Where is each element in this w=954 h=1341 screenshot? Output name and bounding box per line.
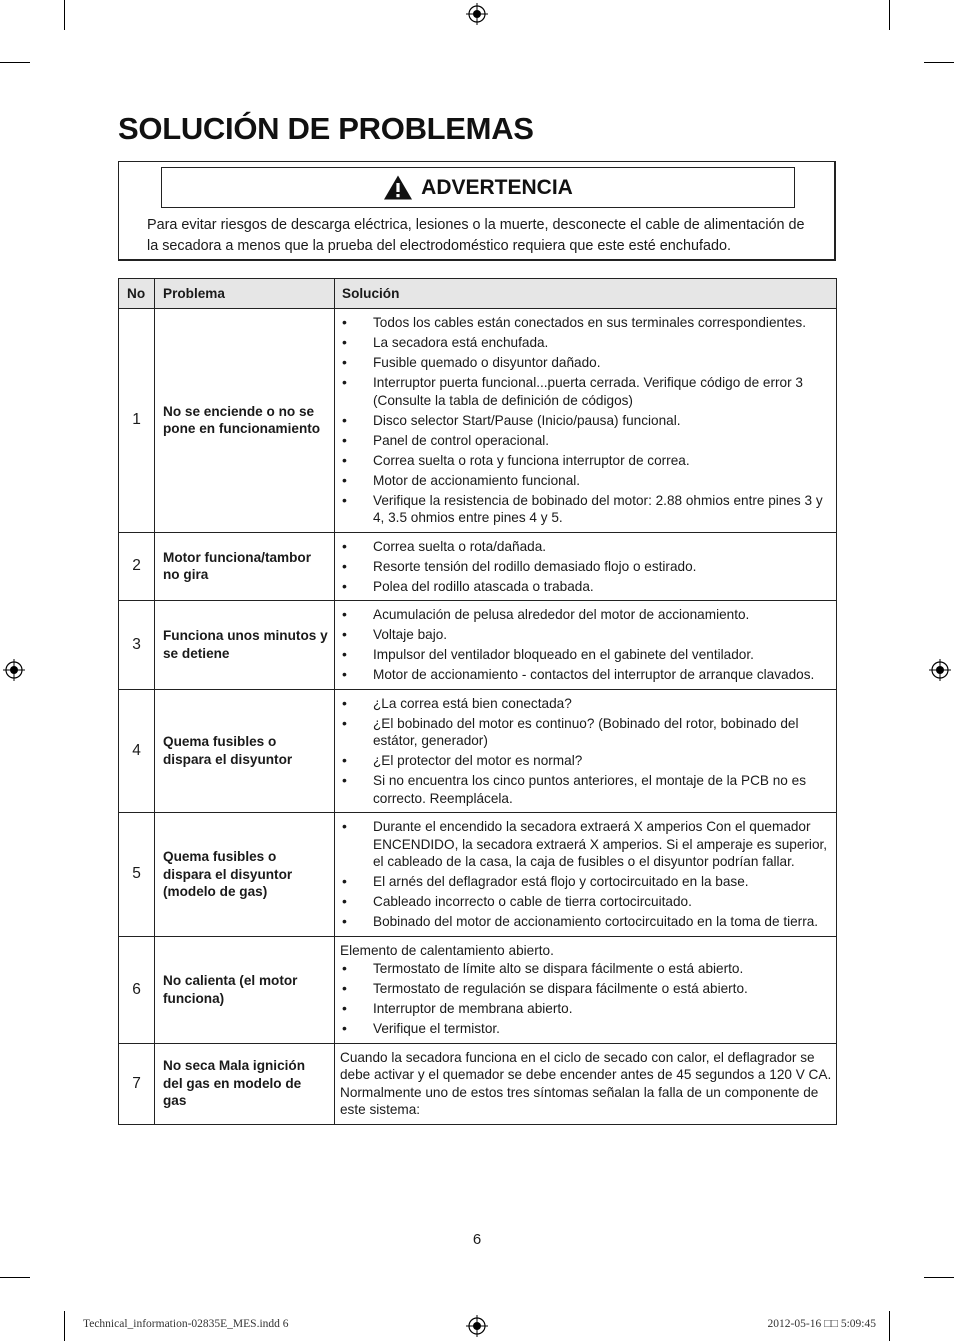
solution-item: • Bobinado del motor de accionamiento cortocircuitado en la toma de tierra.	[340, 913, 834, 931]
registration-mark-icon	[929, 659, 951, 681]
crop-mark	[0, 1277, 30, 1278]
row-number: 7	[119, 1043, 155, 1124]
solution-item: • Si no encuentra los cinco puntos anteriores, el montaje de la PCB no es correcto. Reemplácela.	[340, 772, 834, 807]
table-row	[119, 689, 837, 813]
warning-text	[147, 215, 827, 257]
table-row	[119, 601, 837, 690]
crop-mark	[64, 1311, 65, 1341]
solution-item: • Disco selector Start/Pause (Inicio/pausa) funcional.	[340, 412, 834, 430]
table-row	[119, 532, 837, 601]
solution-cell	[335, 309, 837, 533]
problem-cell: Quema fusibles o dispara el disyuntor	[155, 689, 335, 813]
crop-mark	[924, 1277, 954, 1278]
troubleshooting-table	[118, 278, 837, 1125]
solution-item: • Verifique el termistor.	[340, 1020, 834, 1038]
solution-cell	[335, 1043, 837, 1124]
solution-item: • Polea del rodillo atascada o trabada.	[340, 578, 834, 596]
solution-item: • Interruptor de membrana abierto.	[340, 1000, 834, 1018]
column-header-problem: Problema	[155, 279, 335, 309]
solution-cell	[335, 689, 837, 813]
table-row	[119, 813, 837, 937]
warning-text-line: la secadora a menos que la prueba del electrodoméstico requiera que este esté enchufado.	[147, 238, 732, 254]
row-number: 4	[119, 689, 155, 813]
problem-cell: Motor funciona/tambor no gira	[155, 532, 335, 601]
solution-item: • Termostato de regulación se dispara fácilmente o está abierto.	[340, 980, 834, 998]
crop-mark	[889, 1311, 890, 1341]
solution-item: • Termostato de límite alto se dispara fácilmente o está abierto.	[340, 960, 834, 978]
solution-item: • Acumulación de pelusa alrededor del motor de accionamiento.	[340, 606, 834, 624]
solution-item: • Impulsor del ventilador bloqueado en el gabinete del ventilador.	[340, 646, 834, 664]
solution-list	[340, 538, 834, 596]
crop-mark	[64, 0, 65, 30]
row-number: 6	[119, 936, 155, 1043]
problem-cell: Quema fusibles o dispara el disyuntor (modelo de gas)	[155, 813, 335, 937]
solution-item: • Correa suelta o rota y funciona interruptor de correa.	[340, 452, 834, 470]
solution-list	[340, 606, 834, 684]
solution-list	[340, 818, 834, 931]
page-title: SOLUCIÓN DE PROBLEMAS	[118, 111, 534, 146]
solution-item: • ¿La correa está bien conectada?	[340, 695, 834, 713]
column-header-solution: Solución	[335, 279, 837, 309]
registration-mark-icon	[466, 1315, 488, 1337]
warning-triangle-icon	[383, 174, 413, 201]
table-row	[119, 309, 837, 533]
problem-cell: Funciona unos minutos y se detiene	[155, 601, 335, 690]
warning-header	[161, 167, 795, 208]
solution-list	[340, 314, 834, 527]
problem-cell: No calienta (el motor funciona)	[155, 936, 335, 1043]
problem-cell: No seca Mala ignición del gas en modelo de gas	[155, 1043, 335, 1124]
footer-filename: Technical_information-02835E_MES.indd 6	[83, 1318, 289, 1330]
solution-cell	[335, 936, 837, 1043]
solution-item: • Panel de control operacional.	[340, 432, 834, 450]
solution-item: • Motor de accionamiento funcional.	[340, 472, 834, 490]
column-header-no: No	[119, 279, 155, 309]
solution-item: • Interruptor puerta funcional...puerta cerrada. Verifique código de error 3 (Consulte la tabla de definición de códigos)	[340, 374, 834, 409]
solution-item: • Cableado incorrecto o cable de tierra cortocircuitado.	[340, 893, 834, 911]
crop-mark	[924, 62, 954, 63]
row-number: 5	[119, 813, 155, 937]
solution-item: • Correa suelta o rota/dañada.	[340, 538, 834, 556]
registration-mark-icon	[466, 3, 488, 25]
table-row	[119, 1043, 837, 1124]
crop-mark	[0, 62, 30, 63]
solution-intro: Elemento de calentamiento abierto.	[340, 942, 554, 958]
solution-item: • Voltaje bajo.	[340, 626, 834, 644]
solution-item: • ¿El protector del motor es normal?	[340, 752, 834, 770]
registration-mark-icon	[3, 659, 25, 681]
problem-cell: No se enciende o no se pone en funcionamiento	[155, 309, 335, 533]
solution-item: • Verifique la resistencia de bobinado del motor: 2.88 ohmios entre pines 3 y 4, 3.5 ohmios entre pines 4 y 5.	[340, 492, 834, 527]
solution-item: • El arnés del deflagrador está flojo y cortocircuitado en la base.	[340, 873, 834, 891]
solution-item: • Motor de accionamiento - contactos del interruptor de arranque clavados.	[340, 666, 834, 684]
page-number: 6	[472, 1231, 482, 1248]
row-number: 3	[119, 601, 155, 690]
solution-item: • Durante el encendido la secadora extraerá X amperios Con el quemador ENCENDIDO, la secadora extraerá X amperios. Si el amperaje es superior, el cableado de la casa, la caja de fusibles o el disyuntor podrían fallar.	[340, 818, 834, 871]
solution-item: • Resorte tensión del rodillo demasiado flojo o estirado.	[340, 558, 834, 576]
solution-cell	[335, 813, 837, 937]
solution-intro: Cuando la secadora funciona en el ciclo de secado con calor, el deflagrador se debe activar y el quemador se debe encender antes de 45 segundos a 120 V CA. Normalmente uno de estos tres síntomas señalan la falla de un componente de este sistema:	[340, 1049, 832, 1117]
solution-item: • Todos los cables están conectados en sus terminales correspondientes.	[340, 314, 834, 332]
table-row	[119, 936, 837, 1043]
solution-list	[340, 695, 834, 808]
warning-heading: ADVERTENCIA	[421, 175, 573, 199]
row-number: 2	[119, 532, 155, 601]
solution-item: • La secadora está enchufada.	[340, 334, 834, 352]
solution-cell	[335, 601, 837, 690]
crop-mark	[889, 0, 890, 30]
solution-cell	[335, 532, 837, 601]
solution-list	[340, 960, 834, 1038]
table-header-row	[119, 279, 837, 309]
row-number: 1	[119, 309, 155, 533]
warning-box	[118, 161, 836, 261]
solution-item: • Fusible quemado o disyuntor dañado.	[340, 354, 834, 372]
warning-text-line: Para evitar riesgos de descarga eléctrica, lesiones o la muerte, desconecte el cable de alimentación de	[147, 217, 805, 233]
solution-item: • ¿El bobinado del motor es continuo? (Bobinado del rotor, bobinado del estátor, generador)	[340, 715, 834, 750]
footer-timestamp: 2012-05-16 □□ 5:09:45	[767, 1318, 876, 1330]
